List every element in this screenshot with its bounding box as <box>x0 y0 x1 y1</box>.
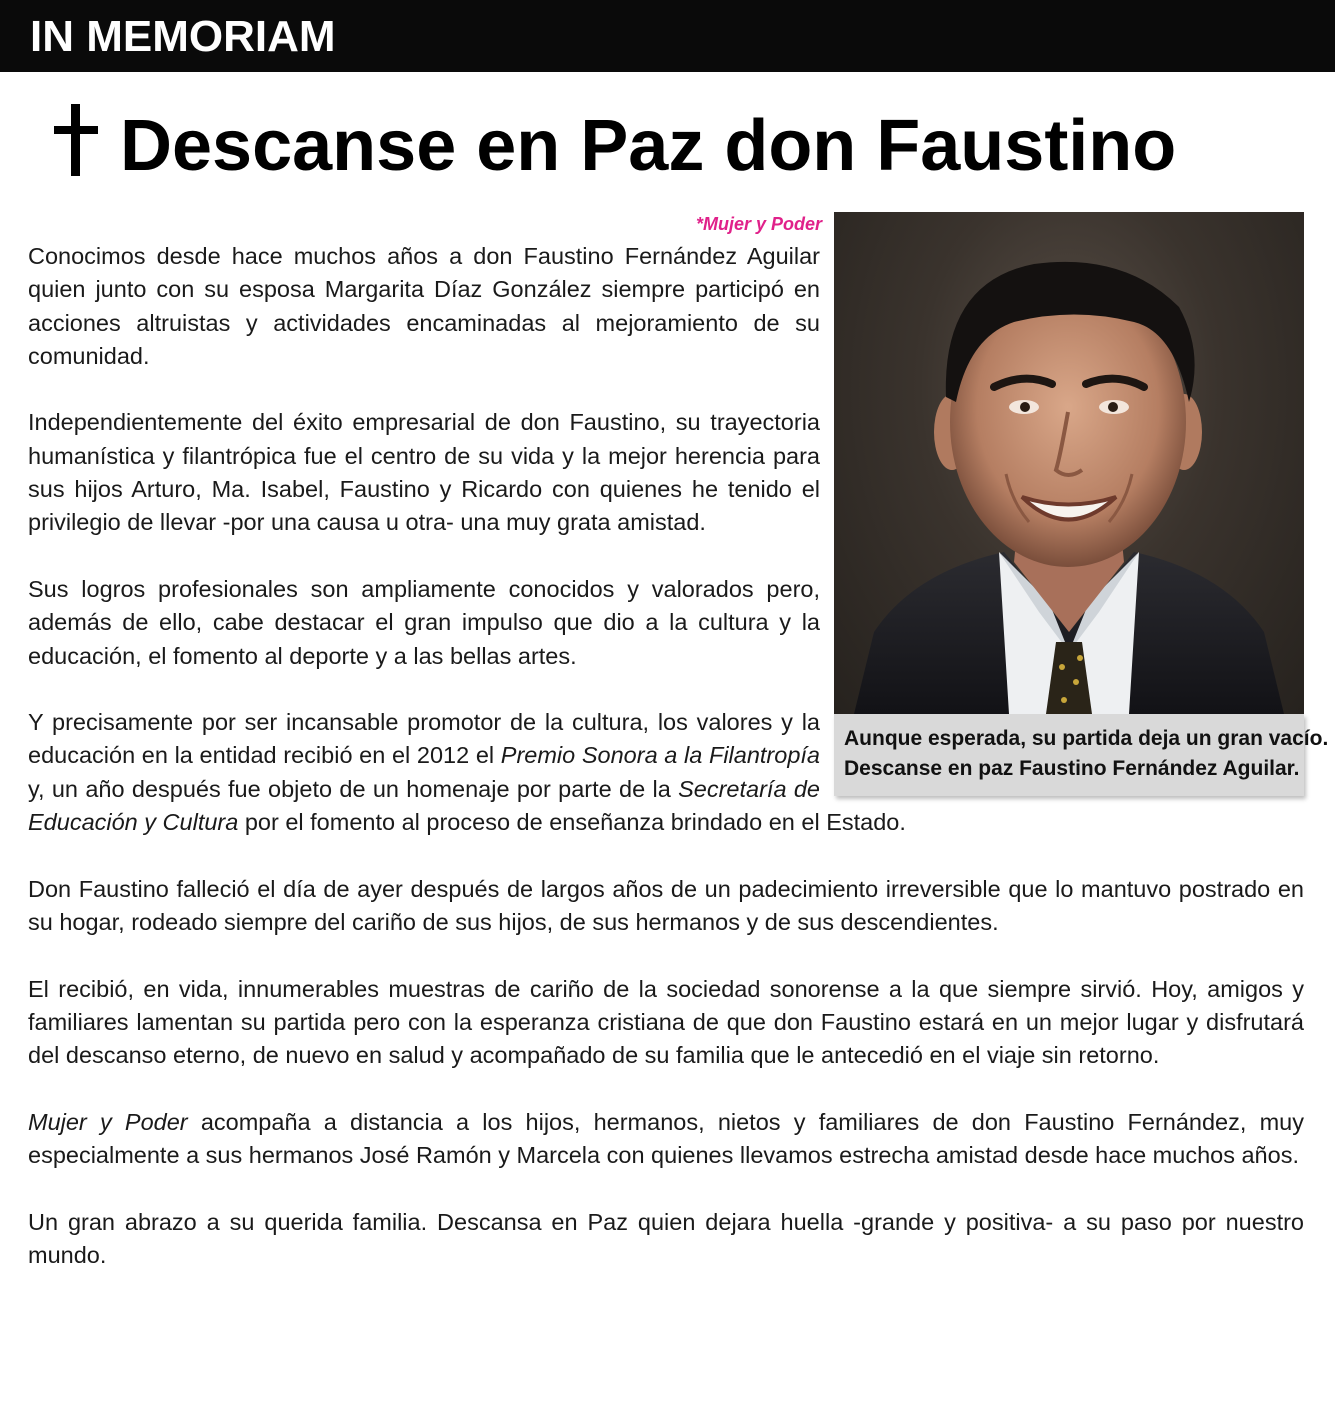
photo-caption <box>834 714 1329 796</box>
institution-name: Secretaría de Educación y Cultura <box>28 775 820 836</box>
paragraph-7-text: acompaña a distancia a los hijos, hermanos, nietos y familiares de don Faustino Fernández, muy especialmente a sus hermanos José Ramón y Marcela con quienes llevamos estrecha amistad desde hace muchos años. <box>28 1108 1305 1169</box>
paragraph-2: Independientemente del éxito empresarial de don Faustino, su trayectoria humanística y filantrópica fue el centro de su vida y la mejor herencia para sus hijos Arturo, Ma. Isabel, Faustino y Ricardo con quienes he tenido el privilegio de llevar -por una causa u otra- una muy grata amistad. <box>28 409 820 536</box>
photo-figure <box>834 212 1329 780</box>
cross-icon <box>50 104 106 176</box>
author-credit: *Mujer y Poder <box>695 214 822 234</box>
page-title-row <box>50 96 1310 196</box>
caption-line-1: Aunque esperada, su partida deja un gran vacío. <box>844 727 1329 750</box>
publication-name: Mujer y Poder <box>28 1108 188 1135</box>
paragraph-6: El recibió, en vida, innumerables muestras de cariño de la sociedad sonorense a la que siempre sirvió. Hoy, amigos y familiares lamentan su partida pero con la esperanza cristiana de que don Faustino estará en un mejor lugar y disfrutará del descanso eterno, de nuevo en salud y acompañado de su familia que le antecedió en el viaje sin retorno. <box>28 975 1304 1069</box>
article-body <box>28 240 1329 1306</box>
paragraph-8: Un gran abrazo a su querida familia. Descansa en Paz quien dejara huella -grande y positiva- a su paso por nuestro mundo. <box>28 1208 1304 1268</box>
paragraph-3: Sus logros profesionales son ampliamente conocidos y valorados pero, además de ello, cabe destacar el gran impulso que dio a la cultura y la educación, el fomento al deporte y a las bellas artes. <box>28 575 820 669</box>
paragraph-5: Don Faustino falleció el día de ayer después de largos años de un padecimiento irreversible que lo mantuvo postrado en su hogar, rodeado siempre del cariño de sus hijos, de sus hermanos y de sus descendientes. <box>28 875 1304 935</box>
section-header-bar <box>0 0 1335 72</box>
caption-line-2: Descanse en paz Faustino Fernández Aguilar. <box>844 757 1300 780</box>
paragraph-4-text-c: por el fomento al proceso de enseñanza brindado en el Estado. <box>238 809 906 836</box>
paragraph-7 <box>28 1106 1304 1173</box>
page-title: Descanse en Paz don Faustino <box>120 106 1177 186</box>
section-label: IN MEMORIAM <box>30 12 336 61</box>
award-name: Premio Sonora a la Filantropía <box>500 742 820 769</box>
paragraph-1: Conocimos desde hace muchos años a don Faustino Fernández Aguilar quien junto con su esposa Margarita Díaz González siempre participó en acciones altruistas y actividades encaminadas al mejoramiento de su comunidad. <box>28 243 820 369</box>
paragraph-4-text-b: y, un año después fue objeto de un homenaje por parte de la <box>28 775 679 802</box>
paragraph-4-text-a: Y precisamente por ser incansable promotor de la cultura, los valores y la educación en la entidad recibió en el 2012 el <box>28 709 820 769</box>
portrait-photo <box>834 212 1304 714</box>
portrait-illustration <box>834 212 1304 714</box>
